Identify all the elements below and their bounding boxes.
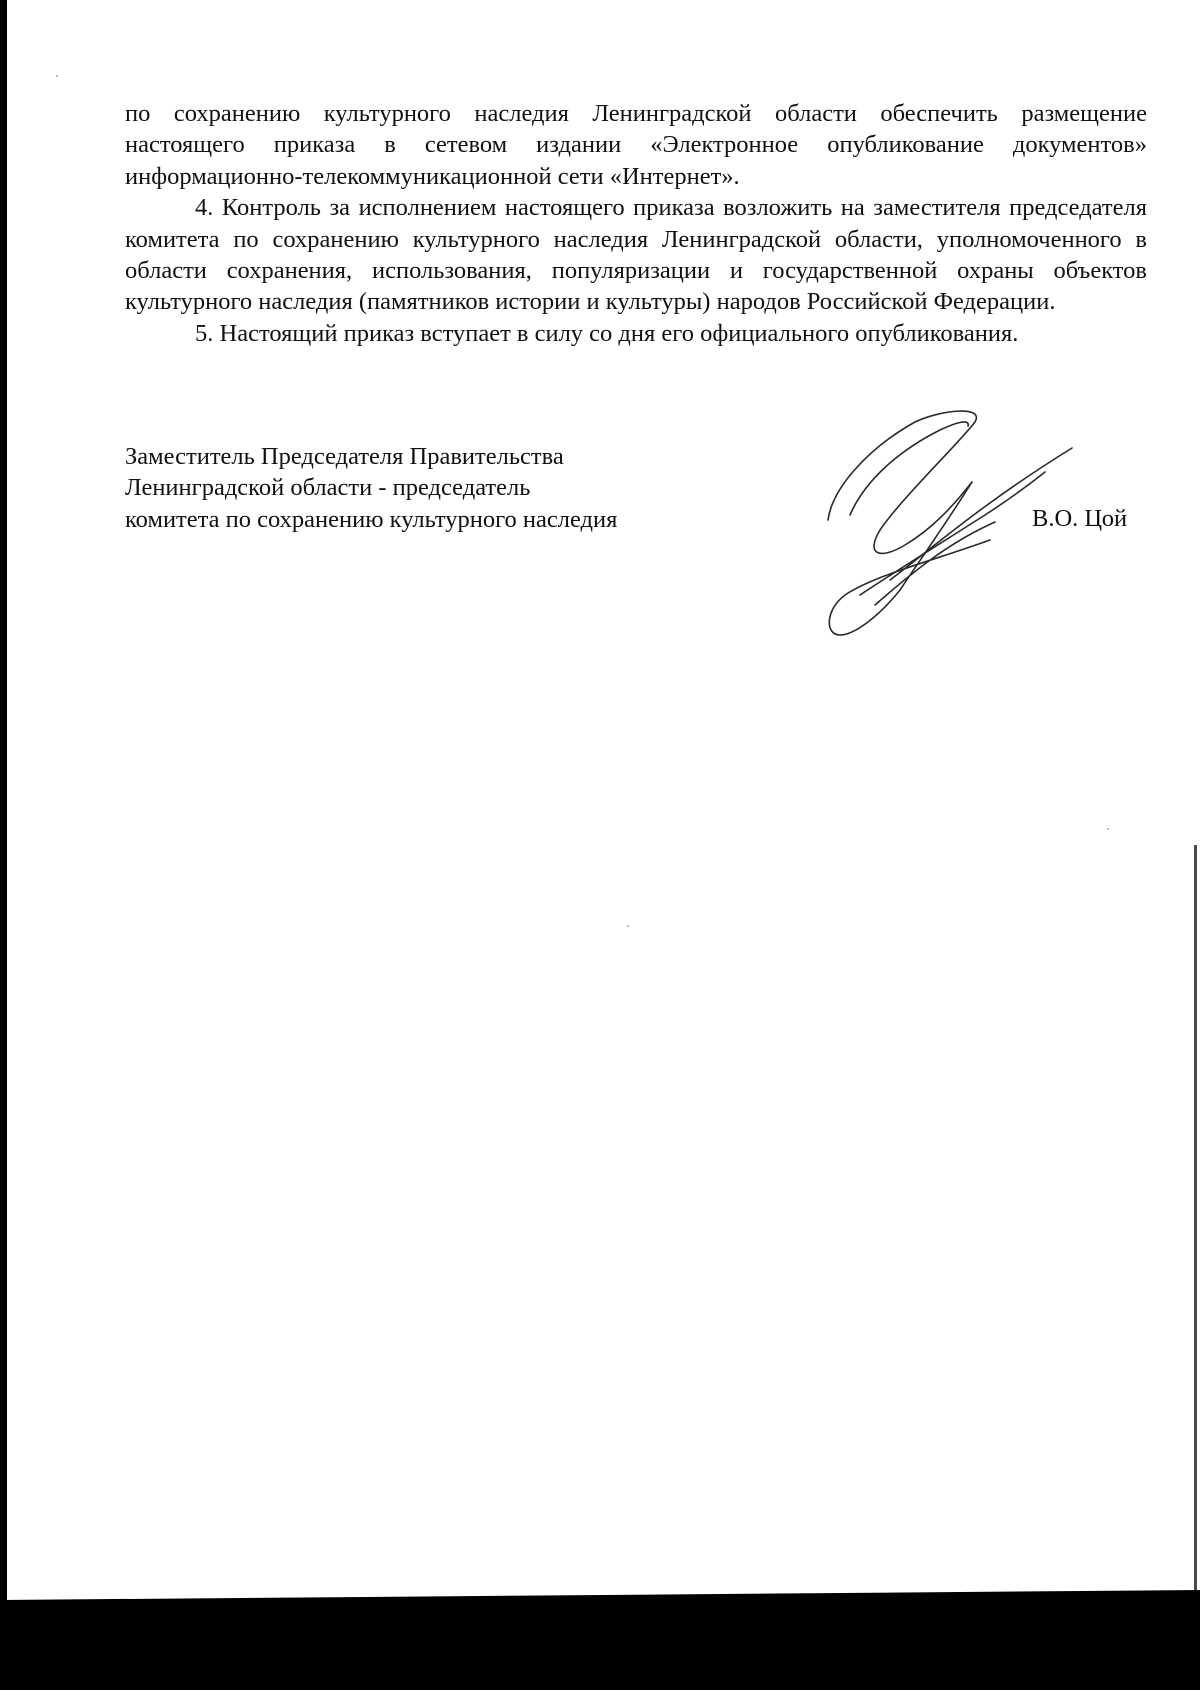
paragraph-continuation: по сохранению культурного наследия Ленинградской области обеспечить размещение настоящего приказа в сетевом издании «Электронное опубликование документов» информационно-телекоммуникационной сети «Интернет». — [125, 100, 1147, 190]
signatory-title — [125, 441, 617, 535]
scan-speck — [1107, 828, 1109, 830]
signatory-name: В.О. Цой — [1032, 505, 1128, 532]
scan-speck — [56, 75, 58, 77]
signatory-title-line: комитета по сохранению культурного наследия — [125, 505, 618, 533]
scan-speck — [627, 925, 629, 927]
scan-right-line — [1194, 845, 1197, 1595]
paragraph-item-4: 4. Контроль за исполнением настоящего приказа возложить на заместителя председателя комитета по сохранению культурного наследия Ленинградской области, уполномоченного в области сохранения, использования, популяризации и государственной охраны объектов культурного наследия (памятников истории и культуры) народов Российской Федерации. — [125, 194, 1147, 316]
scan-left-edge — [0, 0, 7, 1690]
document-body — [125, 98, 1147, 349]
signatory-title-line: Ленинградской области - председатель — [125, 474, 531, 502]
paragraph-item-5: 5. Настоящий приказ вступает в силу со дня его официального опубликования. — [195, 319, 1019, 347]
signatory-title-line: Заместитель Председателя Правительства — [125, 443, 564, 470]
